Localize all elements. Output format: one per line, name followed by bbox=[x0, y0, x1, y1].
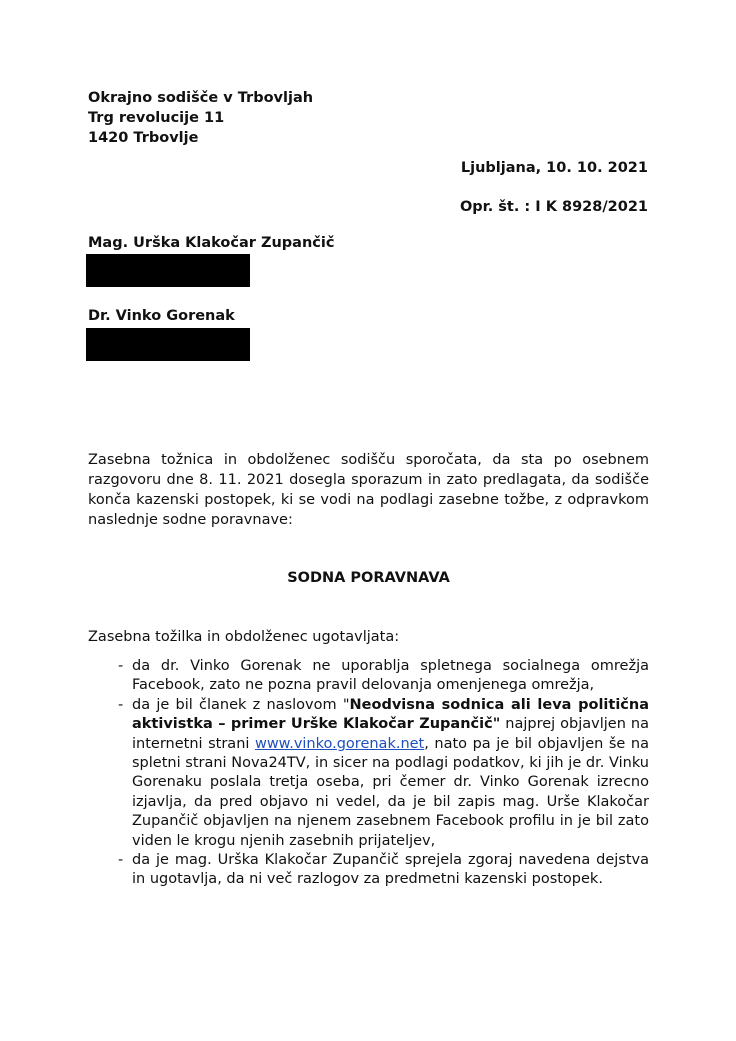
item-text: da dr. Vinko Gorenak ne uporablja spletnega socialnega omrežja Facebook, zato ne pozna pravil delovanja omenjenega omrežja, bbox=[132, 658, 649, 694]
list-dash: - bbox=[118, 696, 124, 713]
item-text: najprej objavljen na internetni strani bbox=[132, 716, 649, 752]
court-city: 1420 Trbovlje bbox=[88, 130, 199, 146]
website-link[interactable]: www.vinko.gorenak.net bbox=[254, 735, 425, 752]
lead-sentence: Zasebna tožilka in obdolženec ugotavljata: bbox=[88, 629, 400, 645]
redaction-box-defendant bbox=[86, 328, 250, 361]
item-text: da je bil članek z naslovom " bbox=[132, 696, 350, 713]
case-number: Opr. št. : I K 8928/2021 bbox=[459, 199, 648, 215]
court-street: Trg revolucije 11 bbox=[88, 110, 225, 126]
defendant-name: Dr. Vinko Gorenak bbox=[88, 308, 235, 324]
list-item bbox=[88, 657, 649, 696]
place-date: Ljubljana, 10. 10. 2021 bbox=[460, 160, 648, 176]
list-dash: - bbox=[118, 658, 124, 674]
court-name: Okrajno sodišče v Trbovljah bbox=[88, 90, 314, 106]
list-dash: - bbox=[118, 852, 124, 869]
findings-list bbox=[88, 657, 649, 890]
article-title: Neodvisna sodnica ali leva politična aktivistka – primer Urške Klakočar Zupančič" bbox=[132, 696, 649, 733]
section-heading: SODNA PORAVNAVA bbox=[287, 570, 450, 586]
plaintiff-name: Mag. Urška Klakočar Zupančič bbox=[88, 235, 335, 251]
item-text: , nato pa je bil objavljen še na spletni strani Nova24TV, in sicer na podlagi podatkov, ki jih je dr. Vinku Gorenaku poslala tretja oseba, pri čemer dr. Vinko Gorenak izrecno izjavlja, da pred objavo ni vedel, da je bil zapis mag. Urše Klakočar Zupančič objavljen na njenem zasebnem Facebook profilu in je bil zato viden le krogu njenih zasebnih prijateljev, bbox=[132, 735, 649, 849]
intro-paragraph: Zasebna tožnica in obdolženec sodišču sporočata, da sta po osebnem razgovoru dne 8. 11. 2021 dosegla sporazum in zato predlagata, da sodišče konča kazenski postopek, ki se vodi na podlagi zasebne tožbe, z odpravkom naslednje sodne poravnave: bbox=[88, 452, 649, 528]
redaction-box-plaintiff bbox=[86, 254, 250, 287]
list-item bbox=[88, 696, 649, 851]
item-text: da je mag. Urška Klakočar Zupančič sprejela zgoraj navedena dejstva in ugotavlja, da ni več razlogov za predmetni kazenski postopek. bbox=[132, 852, 649, 888]
list-item bbox=[88, 851, 649, 890]
court-address bbox=[88, 88, 313, 148]
